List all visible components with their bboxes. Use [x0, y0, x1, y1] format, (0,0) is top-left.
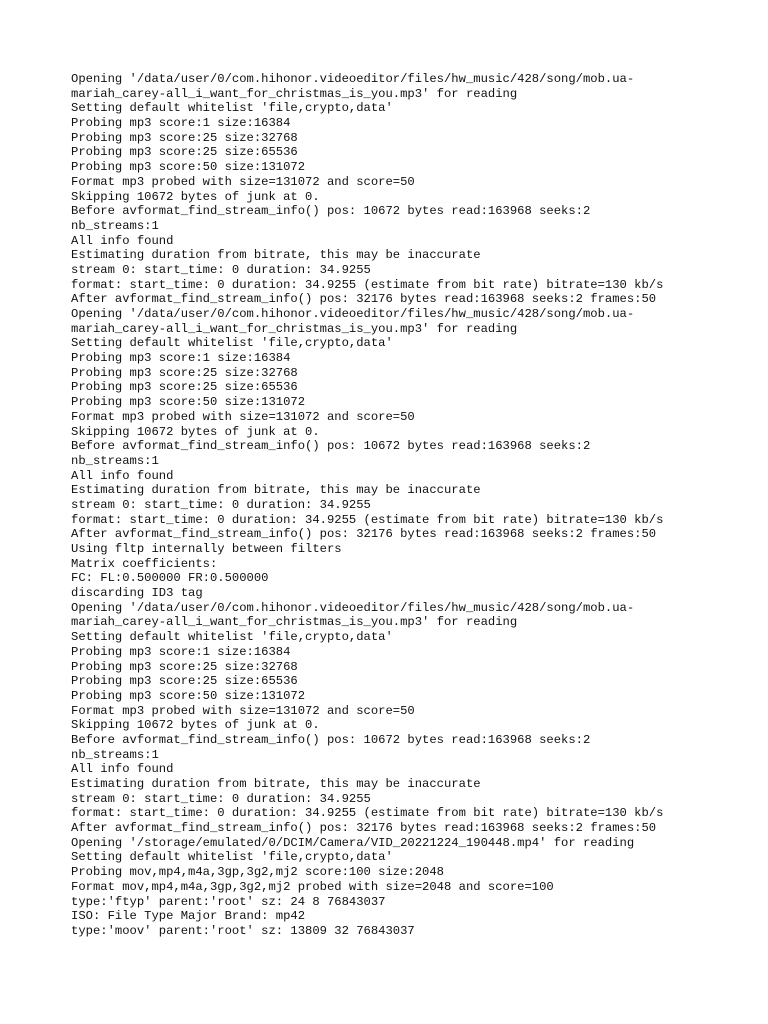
- log-line: Probing mp3 score:25 size:65536: [71, 674, 298, 689]
- log-line: Skipping 10672 bytes of junk at 0.: [71, 424, 320, 439]
- log-line: All info found: [71, 233, 174, 248]
- log-line: Format mov,mp4,m4a,3gp,3g2,mj2 probed with size=2048 and score=100: [71, 879, 554, 894]
- log-line: Opening '/data/user/0/com.hihonor.videoeditor/files/hw_music/428/song/mob.ua-: [71, 307, 635, 321]
- log-line: stream 0: start_time: 0 duration: 34.9255: [71, 791, 371, 806]
- log-line: Probing mp3 score:25 size:32768: [71, 365, 298, 380]
- log-output: [71, 72, 761, 939]
- log-line: Before avformat_find_stream_info() pos: 10672 bytes read:163968 seeks:2: [71, 439, 591, 454]
- log-line: After avformat_find_stream_info() pos: 32176 bytes read:163968 seeks:2 frames:50: [71, 292, 657, 307]
- log-line: All info found: [71, 762, 174, 777]
- log-line: nb_streams:1: [71, 747, 159, 762]
- log-line: mariah_carey-all_i_want_for_christmas_is_you.mp3' for reading: [71, 86, 518, 101]
- log-line: Skipping 10672 bytes of junk at 0.: [71, 718, 320, 733]
- log-line: ISO: File Type Major Brand: mp42: [71, 909, 306, 924]
- log-line: format: start_time: 0 duration: 34.9255 (estimate from bit rate) bitrate=130 kb/s: [71, 512, 664, 527]
- log-line: Setting default whitelist 'file,crypto,data': [71, 336, 393, 351]
- log-line: Format mp3 probed with size=131072 and score=50: [71, 703, 415, 718]
- log-line: format: start_time: 0 duration: 34.9255 (estimate from bit rate) bitrate=130 kb/s: [71, 806, 664, 821]
- log-line: format: start_time: 0 duration: 34.9255 (estimate from bit rate) bitrate=130 kb/s: [71, 277, 664, 292]
- log-line: nb_streams:1: [71, 218, 159, 233]
- log-line: Format mp3 probed with size=131072 and score=50: [71, 409, 415, 424]
- log-line: stream 0: start_time: 0 duration: 34.9255: [71, 497, 371, 512]
- log-line: Matrix coefficients:: [71, 556, 218, 571]
- log-line: Probing mp3 score:1 size:16384: [71, 351, 291, 366]
- log-line: stream 0: start_time: 0 duration: 34.9255: [71, 262, 371, 277]
- log-line: Format mp3 probed with size=131072 and score=50: [71, 174, 415, 189]
- log-line: Probing mov,mp4,m4a,3gp,3g2,mj2 score:100 size:2048: [71, 865, 444, 880]
- log-line: type:'ftyp' parent:'root' sz: 24 8 76843037: [71, 894, 386, 909]
- log-line: Before avformat_find_stream_info() pos: 10672 bytes read:163968 seeks:2: [71, 204, 591, 219]
- log-line: Probing mp3 score:25 size:32768: [71, 130, 298, 145]
- log-line: Opening '/data/user/0/com.hihonor.videoeditor/files/hw_music/428/song/mob.ua-: [71, 72, 635, 86]
- log-line: nb_streams:1: [71, 453, 159, 468]
- log-line: Estimating duration from bitrate, this may be inaccurate: [71, 248, 481, 263]
- log-line: Estimating duration from bitrate, this may be inaccurate: [71, 777, 481, 791]
- log-line: Setting default whitelist 'file,crypto,data': [71, 630, 393, 645]
- log-line: Probing mp3 score:1 size:16384: [71, 644, 291, 659]
- log-line: Probing mp3 score:25 size:65536: [71, 380, 298, 395]
- log-line: Setting default whitelist 'file,crypto,data': [71, 101, 393, 116]
- log-line: After avformat_find_stream_info() pos: 32176 bytes read:163968 seeks:2 frames:50: [71, 527, 657, 542]
- log-line: Setting default whitelist 'file,crypto,data': [71, 850, 393, 865]
- log-line: All info found: [71, 468, 174, 483]
- log-line: Probing mp3 score:50 size:131072: [71, 160, 306, 175]
- log-line: Using fltp internally between filters: [71, 542, 342, 556]
- log-line: Probing mp3 score:50 size:131072: [71, 688, 306, 703]
- log-line: FC: FL:0.500000 FR:0.500000: [71, 571, 269, 586]
- log-line: type:'moov' parent:'root' sz: 13809 32 76843037: [71, 923, 415, 938]
- log-line: discarding ID3 tag: [71, 586, 203, 601]
- log-line: Probing mp3 score:25 size:65536: [71, 145, 298, 160]
- log-line: mariah_carey-all_i_want_for_christmas_is_you.mp3' for reading: [71, 321, 518, 336]
- log-line: Opening '/storage/emulated/0/DCIM/Camera/VID_20221224_190448.mp4' for reading: [71, 835, 635, 850]
- log-line: After avformat_find_stream_info() pos: 32176 bytes read:163968 seeks:2 frames:50: [71, 821, 657, 836]
- log-line: Opening '/data/user/0/com.hihonor.videoeditor/files/hw_music/428/song/mob.ua-: [71, 600, 635, 615]
- log-line: Probing mp3 score:25 size:32768: [71, 659, 298, 674]
- log-line: mariah_carey-all_i_want_for_christmas_is_you.mp3' for reading: [71, 615, 518, 630]
- log-line: Before avformat_find_stream_info() pos: 10672 bytes read:163968 seeks:2: [71, 732, 591, 747]
- log-line: Probing mp3 score:50 size:131072: [71, 395, 306, 410]
- log-line: Skipping 10672 bytes of junk at 0.: [71, 189, 320, 204]
- log-line: Estimating duration from bitrate, this may be inaccurate: [71, 483, 481, 498]
- log-line: Probing mp3 score:1 size:16384: [71, 116, 291, 131]
